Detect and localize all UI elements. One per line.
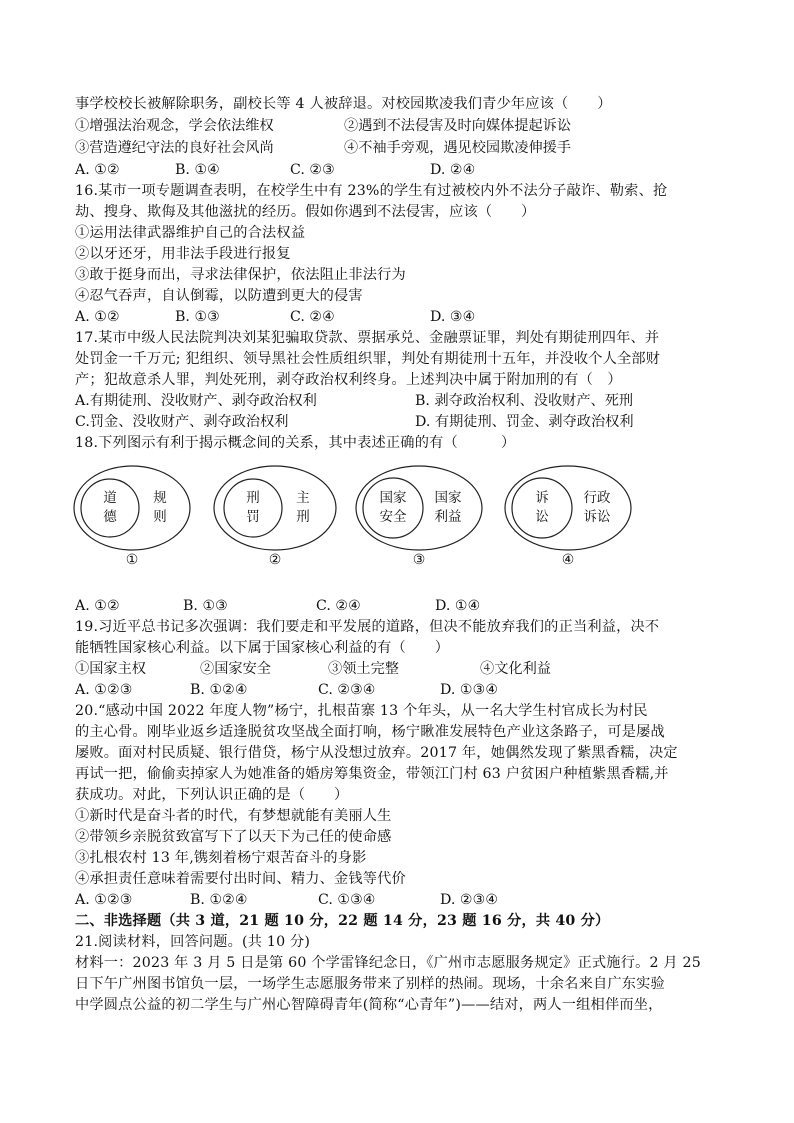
- q20-text-4: 再试一把，偷偷卖掉家人为她准备的婚房筹集资金，带领江门村 63 户贫困户种植紫黑香糯,并: [75, 766, 669, 782]
- q17-option-c: C.罚金、没收财产、剥夺政治权利: [75, 414, 289, 430]
- q20-statement-1: ①新时代是奋斗者的时代，有梦想就能有美丽人生: [75, 808, 392, 824]
- q19-statement-4: ④文化利益: [480, 661, 551, 677]
- q18-d2-inner-1: 刑: [246, 490, 260, 506]
- q18-d3-inner-1: 国家: [379, 490, 407, 506]
- q18-d3-outer-1: 国家: [434, 490, 462, 506]
- q18-d3-inner-2: 安全: [379, 509, 407, 525]
- q18-d2-inner-2: 罚: [246, 509, 260, 525]
- q18-d1-outer-1: 规: [153, 490, 167, 506]
- q16-option-d: D. ③④: [430, 309, 476, 325]
- q18-text: 18.下列图示有利于揭示概念间的关系，其中表述正确的有（ ）: [75, 435, 516, 451]
- q20-option-b: B. ①②④: [190, 892, 248, 908]
- q18-d3-outer-2: 利益: [434, 509, 462, 525]
- q19-option-a: A. ①②③: [75, 682, 133, 698]
- q20-text-5: 获成功。对此，下列认识正确的是（ ）: [75, 787, 349, 803]
- q17-option-d: D. 有期徒刑、罚金、剥夺政治权利: [415, 414, 634, 430]
- q17-text-1: 17.某市中级人民法院判决刘某犯骗取贷款、票据承兑、金融票证罪，判处有期徒刑四年、并: [75, 330, 660, 346]
- q16-statement-1: ①运用法律武器维护自己的合法权益: [75, 225, 306, 241]
- q20-text-2: 的主心骨。刚毕业返乡适逢脱贫攻坚战全面打响，杨宁瞅准发展特色产业这条路子，可是屡战: [75, 724, 665, 740]
- q18-option-d: D. ①④: [435, 598, 481, 614]
- q20-text-3: 屡败。面对村民质疑、银行借贷，杨宁从没想过放弃。2017 年，她偶然发现了紫黑香糯，决定: [75, 745, 678, 761]
- q16-statement-3: ③敢于挺身而出，寻求法律保护，依法阻止非法行为: [75, 267, 406, 283]
- q18-option-b: B. ①③: [183, 598, 228, 614]
- q20-statement-4: ④承担责任意味着需要付出时间、精力、金钱等代价: [75, 871, 406, 887]
- q15-statement-2: ②遇到不法侵害及时向媒体提起诉讼: [344, 118, 572, 134]
- q15-option-b: B. ①④: [175, 162, 220, 178]
- q18-d1-inner-1: 道: [103, 490, 117, 506]
- q21-material-1: 材料一：2023 年 3 月 5 日是第 60 个学雷锋纪念日，《广州市志愿服务规定》正式施行。2 月 25: [75, 955, 701, 971]
- q20-statement-2: ②带领乡亲脱贫致富写下了以天下为己任的使命感: [75, 829, 392, 845]
- q21-material-2: 日下午广州图书馆负一层，一场学生志愿服务带来了别样的热闹。现场，十余名来自广东实验: [75, 976, 665, 992]
- section-2-heading: 二、非选择题（共 3 道，21 题 10 分，22 题 14 分，23 题 16 分，共 40 分）: [75, 913, 610, 929]
- q18-diagram-3: [356, 466, 482, 568]
- q18-d3-label: ③: [412, 552, 426, 568]
- q15-statement-4: ④不袖手旁观，遇见校园欺凌伸援手: [344, 140, 572, 156]
- q18-option-c: C. ②④: [316, 598, 361, 614]
- q19-text-1: 19.习近平总书记多次强调：我们要走和平发展的道路，但决不能放弃我们的正当利益，决不: [75, 619, 660, 635]
- q15-statement-3: ③营造遵纪守法的良好社会风尚: [75, 140, 274, 156]
- q16-option-b: B. ①③: [175, 309, 220, 325]
- q16-statement-4: ④忍气吞声，自认倒霉，以防遭到更大的侵害: [75, 288, 363, 304]
- q18-d4-outer-2: 诉讼: [583, 509, 611, 525]
- q16-text-1: 16.某市一项专题调查表明，在校学生中有 23%的学生有过被校内外不法分子敲诈、勒索、抢: [75, 183, 668, 199]
- q16-statement-2: ②以牙还牙，用非法手段进行报复: [75, 246, 291, 262]
- q15-statement-1: ①增强法治观念，学会依法维权: [75, 118, 274, 134]
- q20-option-d: D. ②③④: [440, 892, 499, 908]
- q18-d4-outer-1: 行政: [583, 490, 611, 506]
- q17-option-a: A.有期徒刑、没收财产、剥夺政治权利: [75, 393, 317, 409]
- q18-diagram-1: [74, 466, 190, 568]
- q20-statement-3: ③扎根农村 13 年,镌刻着杨宁艰苦奋斗的身影: [75, 850, 367, 866]
- q20-text-1: 20.“感动中国 2022 年度人物”杨宁，扎根苗寨 13 个年头，从一名大学生村官成长为村民: [75, 703, 648, 719]
- q20-option-c: C. ①③④: [318, 892, 376, 908]
- q19-option-c: C. ②③④: [318, 682, 376, 698]
- q18-d1-label: ①: [125, 552, 139, 568]
- q20-option-a: A. ①②③: [75, 892, 133, 908]
- q18-d2-outer-2: 刑: [296, 509, 310, 525]
- q18-d2-label: ②: [268, 552, 282, 568]
- q18-d4-inner-2: 讼: [535, 509, 549, 525]
- q19-option-b: B. ①②④: [190, 682, 248, 698]
- q18-d4-label: ④: [561, 552, 575, 568]
- q21-material-3: 中学圆点公益的初二学生与广州心智障碍青年(简称“心青年”)——结对，两人一组相伴而坐，: [75, 997, 663, 1013]
- q15-option-d: D. ②④: [430, 162, 476, 178]
- q17-text-2: 处罚金一千万元; 犯组织、领导黑社会性质组织罪，判处有期徒刑十五年，并没收个人全部财: [75, 351, 661, 367]
- q19-statement-2: ②国家安全: [200, 661, 271, 677]
- q15-option-c: C. ②③: [290, 162, 335, 178]
- q18-d2-outer-1: 主: [296, 490, 310, 506]
- q16-option-c: C. ②④: [290, 309, 335, 325]
- q16-option-a: A. ①②: [75, 309, 120, 325]
- q18-d4-inner-1: 诉: [535, 490, 549, 506]
- q15-option-a: A. ①②: [75, 162, 120, 178]
- q16-text-2: 劫、搜身、欺侮及其他滋扰的经历。假如你遇到不法侵害，应该（ ）: [75, 204, 536, 220]
- q18-diagram-4: [505, 466, 631, 568]
- q18-d1-outer-2: 则: [153, 509, 167, 525]
- q17-text-3: 产；犯故意杀人罪，判处死刑，剥夺政治权利终身。上述判决中属于附加刑的有（ ）: [75, 372, 622, 388]
- q19-text-2: 能牺牲国家核心利益。以下属于国家核心利益的有（ ）: [75, 640, 450, 656]
- q17-option-b: B. 剥夺政治权利、没收财产、死刑: [415, 393, 634, 409]
- q18-diagram-2: [214, 466, 336, 568]
- q18-d1-inner-2: 德: [103, 509, 117, 525]
- q19-statement-1: ①国家主权: [75, 661, 146, 677]
- q21-text: 21.阅读材料，回答问题。(共 10 分): [75, 934, 311, 950]
- q19-statement-3: ③领土完整: [328, 661, 399, 677]
- q18-venn-diagrams: [70, 462, 670, 574]
- q19-option-d: D. ①③④: [440, 682, 499, 698]
- q18-option-a: A. ①②: [75, 598, 120, 614]
- q15-text: 事学校校长被解除职务，副校长等 4 人被辞退。对校园欺凌我们青少年应该（ ）: [75, 96, 612, 112]
